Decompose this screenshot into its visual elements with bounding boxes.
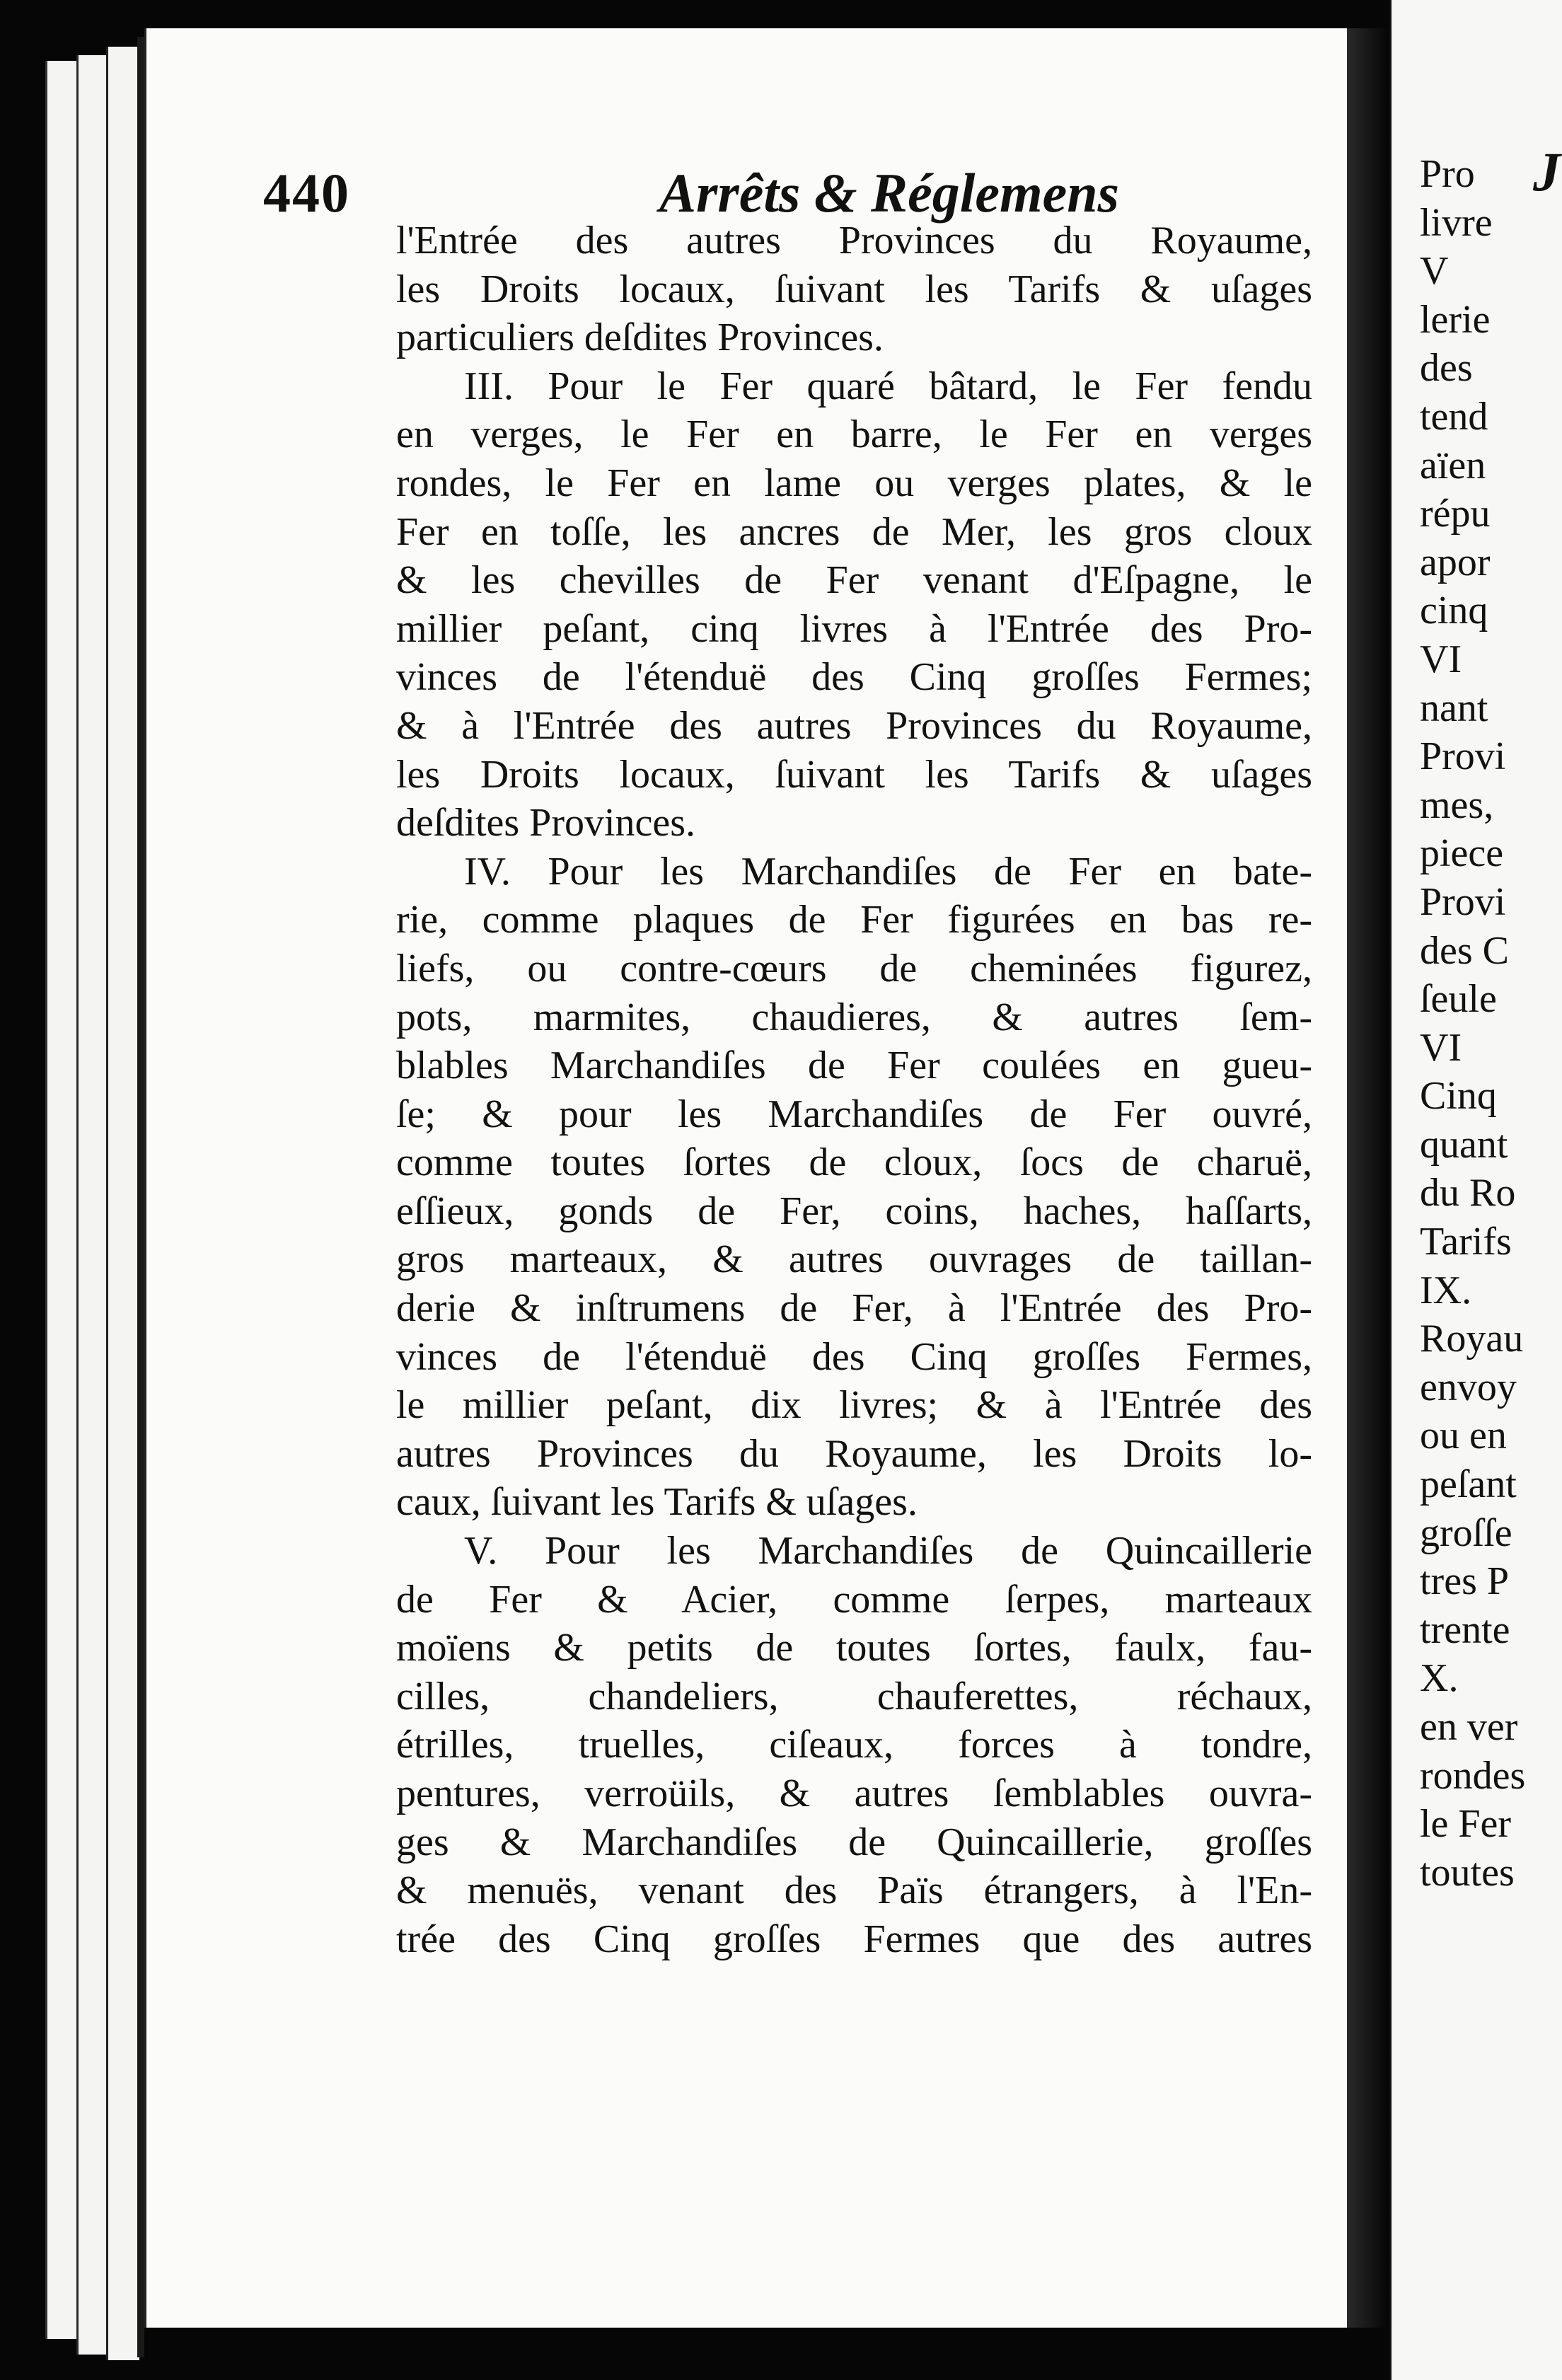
right-text-fragment: trente (1420, 1607, 1510, 1652)
text-line: millier peſant, cinq livres à l'Entrée des Pro- (396, 606, 1312, 651)
text-line: blables Marchandiſes de Fer coulées en gueu- (396, 1044, 1312, 1088)
text-line: & menuës, venant des Païs étrangers, à l'En- (396, 1868, 1312, 1913)
text-line: rondes, le Fer en lame ou verges plates, & le (396, 461, 1312, 505)
right-text-fragment: apor (1420, 540, 1491, 584)
right-text-fragment: livre (1420, 200, 1493, 245)
right-text-fragment: Pro (1420, 152, 1475, 196)
right-text-fragment: quant (1420, 1122, 1508, 1167)
text-line: l'Entrée des autres Provinces du Royaume, (396, 219, 1312, 262)
right-text-fragment: rondes (1420, 1753, 1526, 1798)
text-line: de Fer & Acier, comme ſerpes, marteaux (396, 1577, 1312, 1622)
right-text-fragment: V (1420, 249, 1449, 294)
right-text-fragment: le Fer (1420, 1802, 1512, 1847)
page-edge (45, 61, 79, 2339)
text-line: III. Pour le Fer quaré bâtard, le Fer fendu (464, 364, 1312, 408)
right-text-fragment: Cinq (1420, 1074, 1497, 1119)
right-text-fragment: VI (1420, 1025, 1462, 1070)
text-line: vinces de l'étenduë des Cinq groſſes Fermes, (396, 1334, 1312, 1379)
text-line: cilles, chandeliers, chauferettes, réchaux, (396, 1674, 1312, 1718)
right-text-fragment: répu (1420, 492, 1491, 536)
text-line: IV. Pour les Marchandiſes de Fer en bate- (464, 849, 1312, 894)
right-text-fragment: groſſe (1420, 1510, 1512, 1555)
text-line: deſdites Provinces. (396, 801, 696, 845)
text-line: caux, ſuivant les Tarifs & uſages. (396, 1480, 918, 1525)
text-line: ges & Marchandiſes de Quincaillerie, groſſes (396, 1820, 1312, 1864)
page-number: 440 (263, 162, 350, 224)
right-text-fragment: mes, (1420, 782, 1494, 827)
text-line: autres Provinces du Royaume, les Droits lo- (396, 1431, 1312, 1476)
text-line: eſſieux, gonds de Fer, coins, haches, haſſarts, (396, 1189, 1312, 1233)
gutter-shadow (1347, 28, 1389, 2328)
text-line: étrilles, truelles, ciſeaux, forces à tondre, (396, 1723, 1312, 1767)
text-line: trée des Cinq groſſes Fermes que des autres (396, 1917, 1312, 1961)
right-text-fragment: ou en (1420, 1414, 1507, 1458)
right-text-fragment: piece (1420, 831, 1504, 876)
right-text-fragment: tend (1420, 394, 1488, 439)
running-head: Arrêts & Réglemens (659, 162, 1120, 224)
right-text-fragment: tres P (1420, 1559, 1509, 1604)
right-text-fragment: des C (1420, 928, 1509, 973)
right-text-fragment: ſeule (1420, 977, 1497, 1022)
right-text-fragment: toutes (1420, 1850, 1515, 1895)
text-line: Fer en toſſe, les ancres de Mer, les gros cloux (396, 509, 1312, 554)
text-line: vinces de l'étenduë des Cinq groſſes Fermes; (396, 655, 1312, 700)
right-text-fragment: des (1420, 346, 1473, 391)
text-line: les Droits locaux, ſuivant les Tarifs & uſages (396, 267, 1312, 311)
text-line: comme toutes ſortes de cloux, ſocs de charuë, (396, 1140, 1312, 1185)
text-line: pots, marmites, chaudieres, & autres ſem- (396, 995, 1312, 1039)
right-text-fragment: aïen (1420, 443, 1486, 487)
right-text-fragment: Tarifs (1420, 1220, 1512, 1264)
right-text-fragment: peſant (1420, 1462, 1517, 1507)
right-text-fragment: nant (1420, 686, 1488, 730)
right-text-fragment: du Ro (1420, 1171, 1516, 1215)
body-text (396, 216, 1312, 1963)
binding-shadow (137, 37, 144, 2357)
right-text-fragment: lerie (1420, 297, 1491, 342)
text-line: moïens & petits de toutes ſortes, faulx, fau- (396, 1626, 1312, 1670)
page-edge (106, 47, 139, 2360)
page-edge (76, 55, 107, 2355)
right-text-fragment: envoy (1420, 1365, 1517, 1409)
text-line: en verges, le Fer en barre, le Fer en verges (396, 412, 1312, 457)
text-line: & à l'Entrée des autres Provinces du Royaume, (396, 703, 1312, 748)
right-text-fragment: en ver (1420, 1705, 1518, 1749)
text-line: le millier peſant, dix livres; & à l'Entrée des (396, 1383, 1312, 1428)
text-line: derie & inſtrumens de Fer, à l'Entrée des Pro- (396, 1286, 1312, 1331)
text-line: pentures, verroüils, & autres ſemblables ouvra- (396, 1772, 1312, 1815)
text-line: V. Pour les Marchandiſes de Quincaillerie (464, 1529, 1312, 1573)
right-text-fragment: Provi (1420, 734, 1506, 779)
right-text-fragment: cinq (1420, 589, 1488, 633)
text-line: rie, comme plaques de Fer figurées en bas re- (396, 898, 1312, 942)
right-page (1389, 0, 1562, 2380)
right-text-fragment: VI (1420, 637, 1462, 681)
right-text-fragment: X. (1420, 1656, 1459, 1701)
right-page-text (1420, 150, 1562, 1897)
text-line: liefs, ou contre-cœurs de cheminées figurez, (396, 946, 1312, 990)
right-text-fragment: Royau (1420, 1317, 1524, 1361)
text-line: les Droits locaux, ſuivant les Tarifs & uſages (396, 752, 1312, 797)
right-running-head: J (1533, 141, 1561, 202)
text-line: ſe; & pour les Marchandiſes de Fer ouvré, (396, 1092, 1312, 1136)
text-line: & les chevilles de Fer venant d'Eſpagne, le (396, 558, 1312, 603)
text-line: gros marteaux, & autres ouvrages de taillan- (396, 1237, 1312, 1282)
right-text-fragment: IX. (1420, 1268, 1472, 1312)
right-text-fragment: Provi (1420, 879, 1506, 924)
text-line: particuliers deſdites Provinces. (396, 316, 884, 360)
